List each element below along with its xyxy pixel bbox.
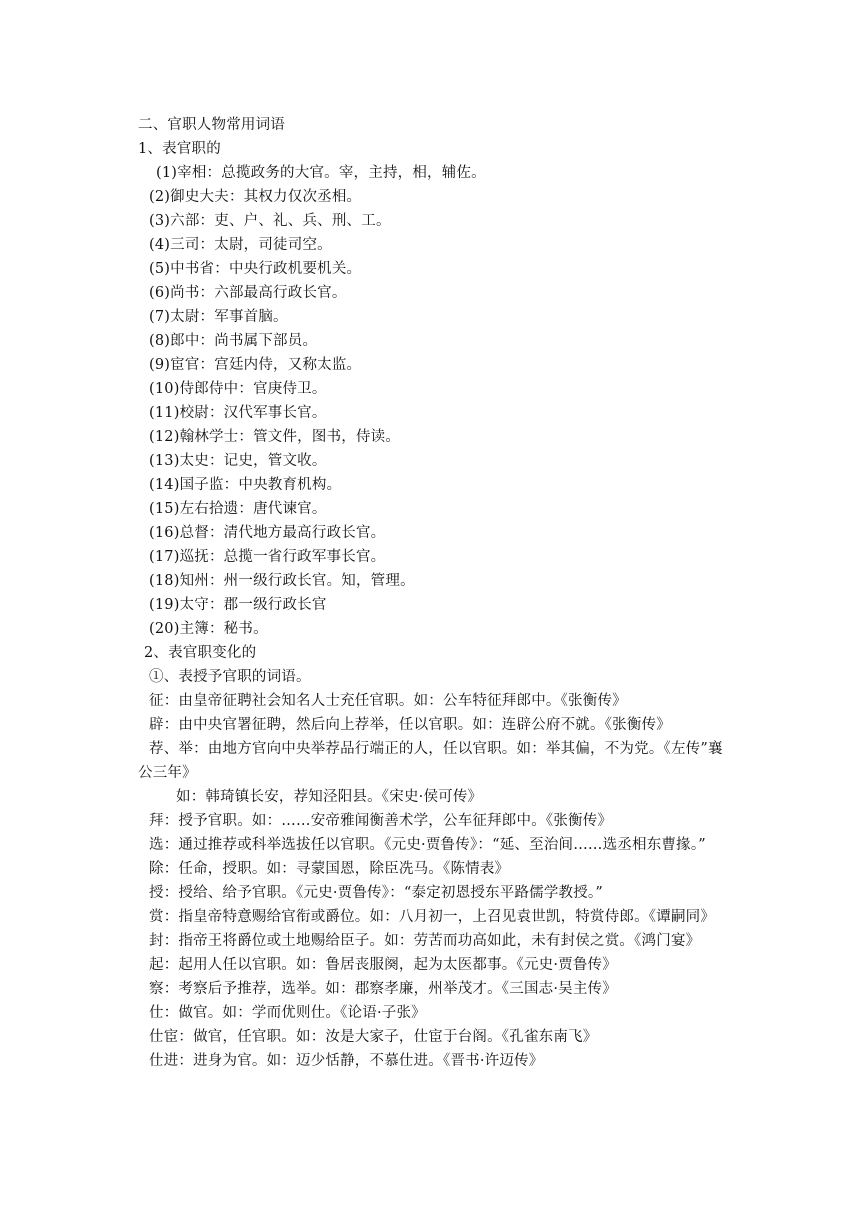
term-entry: 如：韩琦镇长安，荐知泾阳县。《宋史·侯可传》 [176,789,483,805]
office-item: (14)国子监：中央教育机构。 [149,477,342,493]
office-item: (5)中书省：中央行政机要机关。 [149,261,362,277]
office-item: (17)巡抚：总揽一省行政军事长官。 [149,549,386,565]
office-item: (13)太史：记史，管文收。 [149,453,327,469]
term-entry: 拜：授予官职。如：……安帝雅闻衡善术学，公车征拜郎中。《张衡传》 [149,813,613,829]
office-item: (10)侍郎侍中：官庚侍卫。 [149,381,327,397]
subsection-title-appointment: ①、表授予官职的词语。 [149,669,311,685]
office-item: (7)太尉：军事首脑。 [149,309,288,325]
office-item: (11)校尉：汉代军事长官。 [149,405,327,421]
term-entry: 授：授给、给予官职。《元史·贾鲁传》：“泰定初恩授东平路儒学教授。” [149,885,603,901]
office-item: (16)总督：清代地方最高行政长官。 [149,525,386,541]
term-entry: 起：起用人任以官职。如：鲁居丧服阕，起为太医都事。《元史·贾鲁传》 [149,957,617,973]
section-title: 二、官职人物常用词语 [138,117,285,133]
term-entry: 封：指帝王将爵位或土地赐给臣子。如：劳苦而功高如此，未有封侯之赏。《鸿门宴》 [149,933,701,949]
office-item: (20)主簿：秘书。 [149,621,268,637]
office-item: (3)六部：吏、户、礼、兵、刑、工。 [149,213,391,229]
office-item: (4)三司：太尉，司徒司空。 [149,237,332,253]
term-entry: 选：通过推荐或科举选拔任以官职。《元史·贾鲁传》：“延、至治间……选丞相东曹掾。” [149,837,706,853]
office-item: (8)郎中：尚书属下部员。 [149,333,318,349]
office-item: (9)宦官：宫廷内侍，又称太监。 [149,357,362,373]
term-entry: 仕宦：做官，任官职。如：汝是大家子，仕宦于台阁。《孔雀东南飞》 [149,1029,598,1045]
office-item: (2)御史大夫：其权力仅次丞相。 [149,189,362,205]
subsection-title-offices: 1、表官职的 [138,141,221,157]
office-item: (18)知州：州一级行政长官。知，管理。 [149,573,415,589]
term-entry: 赏：指皇帝特意赐给官衔或爵位。如：八月初一，上召见袁世凯，特赏侍郎。《谭嗣同》 [149,909,716,925]
term-entry: 辟：由中央官署征聘，然后向上荐举，任以官职。如：连辟公府不就。《张衡传》 [149,717,671,733]
office-item: (6)尚书：六部最高行政长官。 [149,285,347,301]
office-item: (12)翰林学士：管文件，图书，侍读。 [149,429,401,445]
term-entry: 仕：做官。如：学而优则仕。《论语·子张》 [149,1005,426,1021]
office-item: (19)太守：郡一级行政长官 [149,597,327,613]
term-entry: 察：考察后予推荐，选举。如：郡察孝廉，州举茂才。《三国志·吴主传》 [149,981,617,997]
term-entry: 荐、举：由地方官向中央举荐品行端正的人，任以官职。如：举其偏，不为党。《左传”襄 [149,741,723,757]
term-entry: 征：由皇帝征聘社会知名人士充任官职。如：公车特征拜郎中。《张衡传》 [149,693,627,709]
term-entry-continuation: 公三年》 [138,765,197,781]
term-entry: 除：任命，授职。如：寻蒙国恩，除臣冼马。《陈情表》 [149,861,510,877]
subsection-title-changes: 2、表官职变化的 [144,645,257,661]
office-item: (1)宰相：总揽政务的大官。宰，主持，相，辅佐。 [156,165,486,181]
term-entry: 仕进：进身为官。如：迈少恬静，不慕仕进。《晋书·许迈传》 [149,1053,544,1069]
office-item: (15)左右拾遗：唐代谏官。 [149,501,327,517]
